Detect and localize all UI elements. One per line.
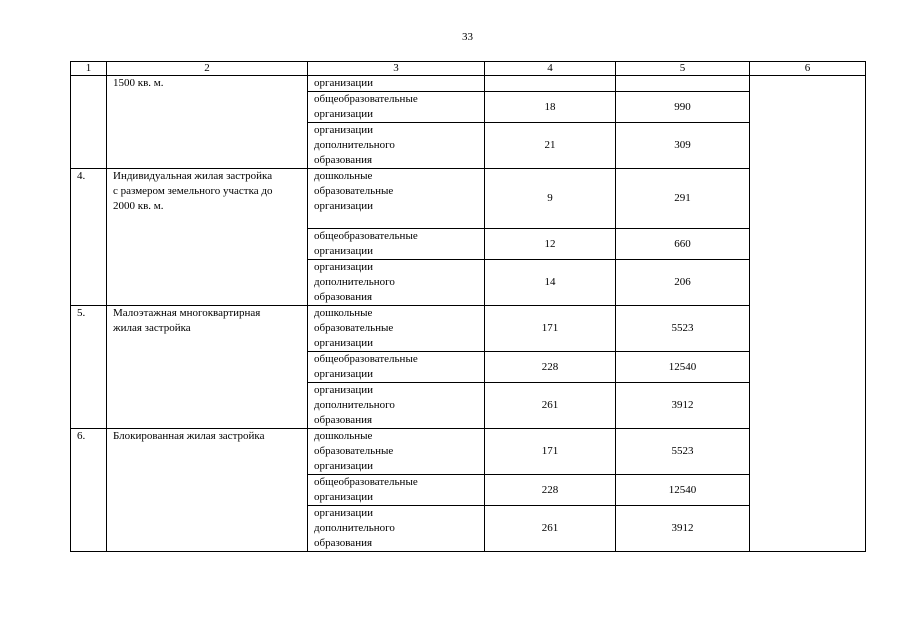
value-cell: 261 bbox=[485, 506, 616, 552]
value-cell: 3912 bbox=[616, 506, 750, 552]
row-number-cell: 6. bbox=[71, 429, 107, 552]
column-header: 5 bbox=[616, 62, 750, 76]
development-type-cell: 1500 кв. м. bbox=[107, 76, 308, 169]
row-number-cell: 5. bbox=[71, 306, 107, 429]
organization-cell: организации дополнительного образования bbox=[308, 506, 485, 552]
organization-cell: дошкольные образовательные организации bbox=[308, 169, 485, 229]
value-cell: 5523 bbox=[616, 429, 750, 475]
value-cell bbox=[485, 76, 616, 92]
development-type-cell: Блокированная жилая застройка bbox=[107, 429, 308, 552]
row-number-cell: 4. bbox=[71, 169, 107, 306]
value-cell: 660 bbox=[616, 229, 750, 260]
value-cell: 12 bbox=[485, 229, 616, 260]
column-header: 2 bbox=[107, 62, 308, 76]
table-row bbox=[71, 169, 866, 229]
value-cell bbox=[616, 76, 750, 92]
value-cell: 171 bbox=[485, 429, 616, 475]
organization-cell: дошкольные образовательные организации bbox=[308, 429, 485, 475]
row-number-cell bbox=[71, 76, 107, 169]
table-header-row bbox=[71, 62, 866, 76]
page-number: 33 bbox=[462, 31, 473, 43]
organization-cell: организации дополнительного образования bbox=[308, 383, 485, 429]
value-cell: 309 bbox=[616, 123, 750, 169]
column-header: 6 bbox=[750, 62, 866, 76]
development-type-cell: Индивидуальная жилая застройка с размером земельного участка до 2000 кв. м. bbox=[107, 169, 308, 306]
table-row bbox=[71, 76, 866, 92]
organization-cell: общеобразовательные организации bbox=[308, 352, 485, 383]
value-cell: 990 bbox=[616, 92, 750, 123]
value-cell: 21 bbox=[485, 123, 616, 169]
organization-cell: организации дополнительного образования bbox=[308, 260, 485, 306]
table-row bbox=[71, 429, 866, 475]
value-cell: 3912 bbox=[616, 383, 750, 429]
column-header: 4 bbox=[485, 62, 616, 76]
value-cell: 171 bbox=[485, 306, 616, 352]
organization-cell: общеобразовательные организации bbox=[308, 229, 485, 260]
value-cell: 5523 bbox=[616, 306, 750, 352]
requirements-table bbox=[70, 61, 866, 552]
column-header: 1 bbox=[71, 62, 107, 76]
value-cell: 9 bbox=[485, 169, 616, 229]
value-cell: 12540 bbox=[616, 475, 750, 506]
value-cell: 18 bbox=[485, 92, 616, 123]
value-cell: 261 bbox=[485, 383, 616, 429]
organization-cell: дошкольные образовательные организации bbox=[308, 306, 485, 352]
value-cell: 206 bbox=[616, 260, 750, 306]
organization-cell: общеобразовательные организации bbox=[308, 92, 485, 123]
organization-cell: организации дополнительного образования bbox=[308, 123, 485, 169]
table-row bbox=[71, 306, 866, 352]
column-6-cell bbox=[750, 76, 866, 552]
value-cell: 228 bbox=[485, 352, 616, 383]
organization-cell: общеобразовательные организации bbox=[308, 475, 485, 506]
column-header: 3 bbox=[308, 62, 485, 76]
value-cell: 12540 bbox=[616, 352, 750, 383]
organization-cell: организации bbox=[308, 76, 485, 92]
development-type-cell: Малоэтажная многоквартирная жилая застройка bbox=[107, 306, 308, 429]
value-cell: 228 bbox=[485, 475, 616, 506]
value-cell: 14 bbox=[485, 260, 616, 306]
value-cell: 291 bbox=[616, 169, 750, 229]
